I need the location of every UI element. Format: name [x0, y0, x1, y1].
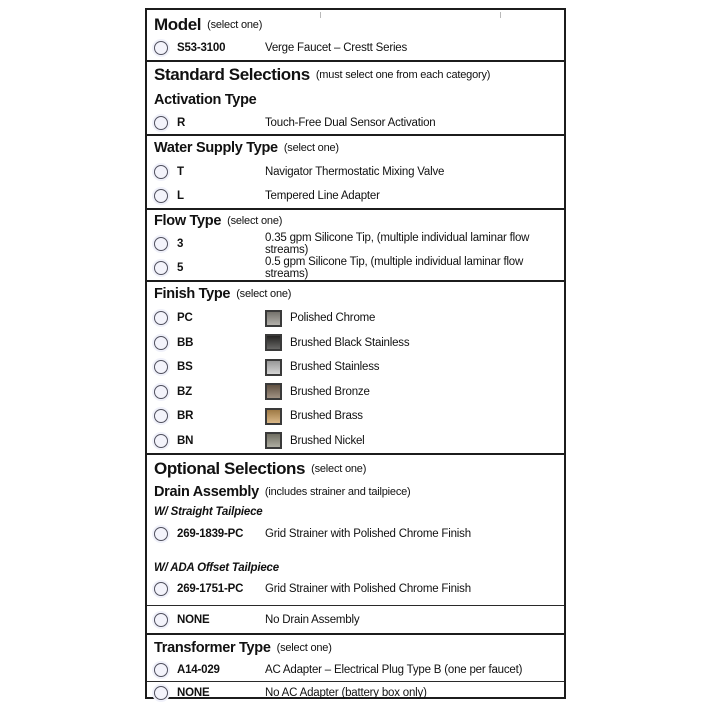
option-desc: AC Adapter – Electrical Plug Type B (one per faucet): [265, 664, 523, 676]
transformer-heading: [147, 637, 564, 659]
finish-note: (select one): [236, 288, 292, 300]
option-row-br: [147, 404, 564, 429]
option-desc-wrap: [265, 408, 564, 425]
model-title: Model: [154, 14, 202, 34]
option-desc: Brushed Bronze: [290, 385, 370, 398]
option-desc: Polished Chrome: [290, 312, 376, 325]
option-desc: Tempered Line Adapter: [265, 190, 380, 202]
model-note: (select one): [207, 18, 263, 31]
activation-title: Activation Type: [154, 92, 257, 108]
option-row-s53-3100: [147, 36, 564, 60]
option-desc: No Drain Assembly: [265, 613, 360, 626]
section-optional-selections: [147, 453, 564, 633]
option-row-r: [147, 112, 564, 134]
option-code: BS: [177, 361, 193, 374]
flow-note: (select one): [227, 215, 283, 227]
optional-title: Optional Selections: [154, 459, 306, 478]
option-desc-wrap: [265, 310, 564, 327]
option-code: A14-029: [177, 664, 220, 676]
drain-title: Drain Assembly: [154, 484, 259, 500]
drain-heading: [147, 481, 564, 503]
option-row-269-1839-pc: [147, 521, 564, 547]
option-desc-wrap: [265, 334, 564, 351]
option-row-bn: [147, 429, 564, 454]
option-desc: Brushed Brass: [290, 410, 363, 423]
radio-3[interactable]: [154, 237, 168, 251]
radio-pc[interactable]: [154, 311, 168, 325]
flow-title: Flow Type: [154, 213, 222, 229]
radio-none-transformer[interactable]: [154, 686, 168, 700]
ada-offset-tailpiece-label: W/ ADA Offset Tailpiece: [154, 562, 279, 574]
option-code: L: [177, 190, 184, 202]
radio-bn[interactable]: [154, 434, 168, 448]
option-code: PC: [177, 312, 193, 325]
flow-heading: [147, 210, 564, 232]
transformer-note: (select one): [276, 642, 332, 654]
option-code: BN: [177, 434, 194, 447]
option-desc: Grid Strainer with Polished Chrome Finish: [265, 528, 471, 540]
option-code: BZ: [177, 385, 192, 398]
radio-t[interactable]: [154, 165, 168, 179]
radio-269-1751-pc[interactable]: [154, 582, 168, 596]
option-row-5: [147, 256, 564, 280]
finish-swatch-brushed-bronze: [265, 383, 282, 400]
radio-s53-3100[interactable]: [154, 41, 168, 55]
spacer: [147, 547, 564, 559]
option-desc-wrap: [265, 383, 564, 400]
option-code: 5: [177, 262, 184, 274]
option-desc-wrap: [265, 359, 564, 376]
model-heading: [147, 10, 564, 36]
option-code: BB: [177, 336, 194, 349]
finish-swatch-brushed-brass: [265, 408, 282, 425]
radio-r[interactable]: [154, 116, 168, 130]
option-desc: 0.5 gpm Silicone Tip, (multiple individual laminar flow streams): [265, 256, 524, 280]
column-guide-tick: [500, 12, 501, 18]
standard-heading: [147, 62, 564, 88]
option-desc: Navigator Thermostatic Mixing Valve: [265, 166, 445, 178]
radio-bz[interactable]: [154, 385, 168, 399]
optional-heading: [147, 457, 564, 481]
finish-heading: [147, 282, 564, 306]
option-desc: Verge Faucet – Crestt Series: [265, 42, 408, 54]
option-code: 269-1751-PC: [177, 583, 244, 595]
drain-note: (includes strainer and tailpiece): [264, 486, 411, 498]
radio-269-1839-pc[interactable]: [154, 527, 168, 541]
option-desc-wrap: [265, 432, 564, 449]
option-row-l: [147, 184, 564, 208]
option-code: NONE: [177, 613, 210, 626]
optional-note: (select one): [311, 463, 367, 475]
option-row-269-1751-pc: [147, 577, 564, 601]
option-row-none-transformer: [147, 682, 564, 704]
section-standard-selections: [147, 60, 564, 134]
section-model: [147, 10, 564, 60]
option-desc: No AC Adapter (battery box only): [265, 687, 427, 699]
section-transformer-type: [147, 633, 564, 704]
finish-swatch-brushed-black-stainless: [265, 334, 282, 351]
finish-swatch-polished-chrome: [265, 310, 282, 327]
option-code: BR: [177, 410, 194, 423]
option-row-bs: [147, 355, 564, 380]
option-code: R: [177, 117, 186, 129]
transformer-title: Transformer Type: [154, 640, 271, 656]
radio-l[interactable]: [154, 189, 168, 203]
radio-none-drain[interactable]: [154, 613, 168, 627]
column-guide-tick: [320, 12, 321, 18]
option-desc: 0.35 gpm Silicone Tip, (multiple individual laminar flow streams): [265, 232, 530, 256]
option-desc: Grid Strainer with Polished Chrome Finish: [265, 583, 471, 595]
water-title: Water Supply Type: [154, 140, 278, 156]
finish-title: Finish Type: [154, 286, 231, 302]
option-code: T: [177, 166, 184, 178]
option-desc: Brushed Stainless: [290, 361, 380, 374]
activation-heading: [147, 88, 564, 112]
water-heading: [147, 136, 564, 160]
radio-bs[interactable]: [154, 360, 168, 374]
option-row-pc: [147, 306, 564, 331]
finish-swatch-brushed-stainless: [265, 359, 282, 376]
option-desc: Touch-Free Dual Sensor Activation: [265, 117, 436, 129]
option-row-bz: [147, 380, 564, 405]
option-row-a14-029: [147, 659, 564, 681]
option-row-t: [147, 160, 564, 184]
option-code: 3: [177, 238, 184, 250]
section-finish-type: [147, 280, 564, 453]
standard-title: Standard Selections: [154, 65, 310, 84]
option-desc: Brushed Black Stainless: [290, 336, 410, 349]
radio-br[interactable]: [154, 409, 168, 423]
radio-bb[interactable]: [154, 336, 168, 350]
option-code: NONE: [177, 687, 210, 699]
spec-order-form: [145, 8, 566, 699]
option-code: 269-1839-PC: [177, 528, 244, 540]
option-row-none-drain: [147, 606, 564, 633]
radio-a14-029[interactable]: [154, 663, 168, 677]
option-row-bb: [147, 331, 564, 356]
section-flow-type: [147, 208, 564, 280]
option-desc: Brushed Nickel: [290, 434, 365, 447]
water-note: (select one): [283, 142, 339, 154]
section-water-supply: [147, 134, 564, 208]
finish-swatch-brushed-nickel: [265, 432, 282, 449]
straight-tailpiece-label: W/ Straight Tailpiece: [154, 506, 263, 518]
radio-5[interactable]: [154, 261, 168, 275]
option-row-3: [147, 232, 564, 256]
standard-note: (must select one from each category): [315, 69, 491, 81]
option-code: S53-3100: [177, 42, 226, 54]
